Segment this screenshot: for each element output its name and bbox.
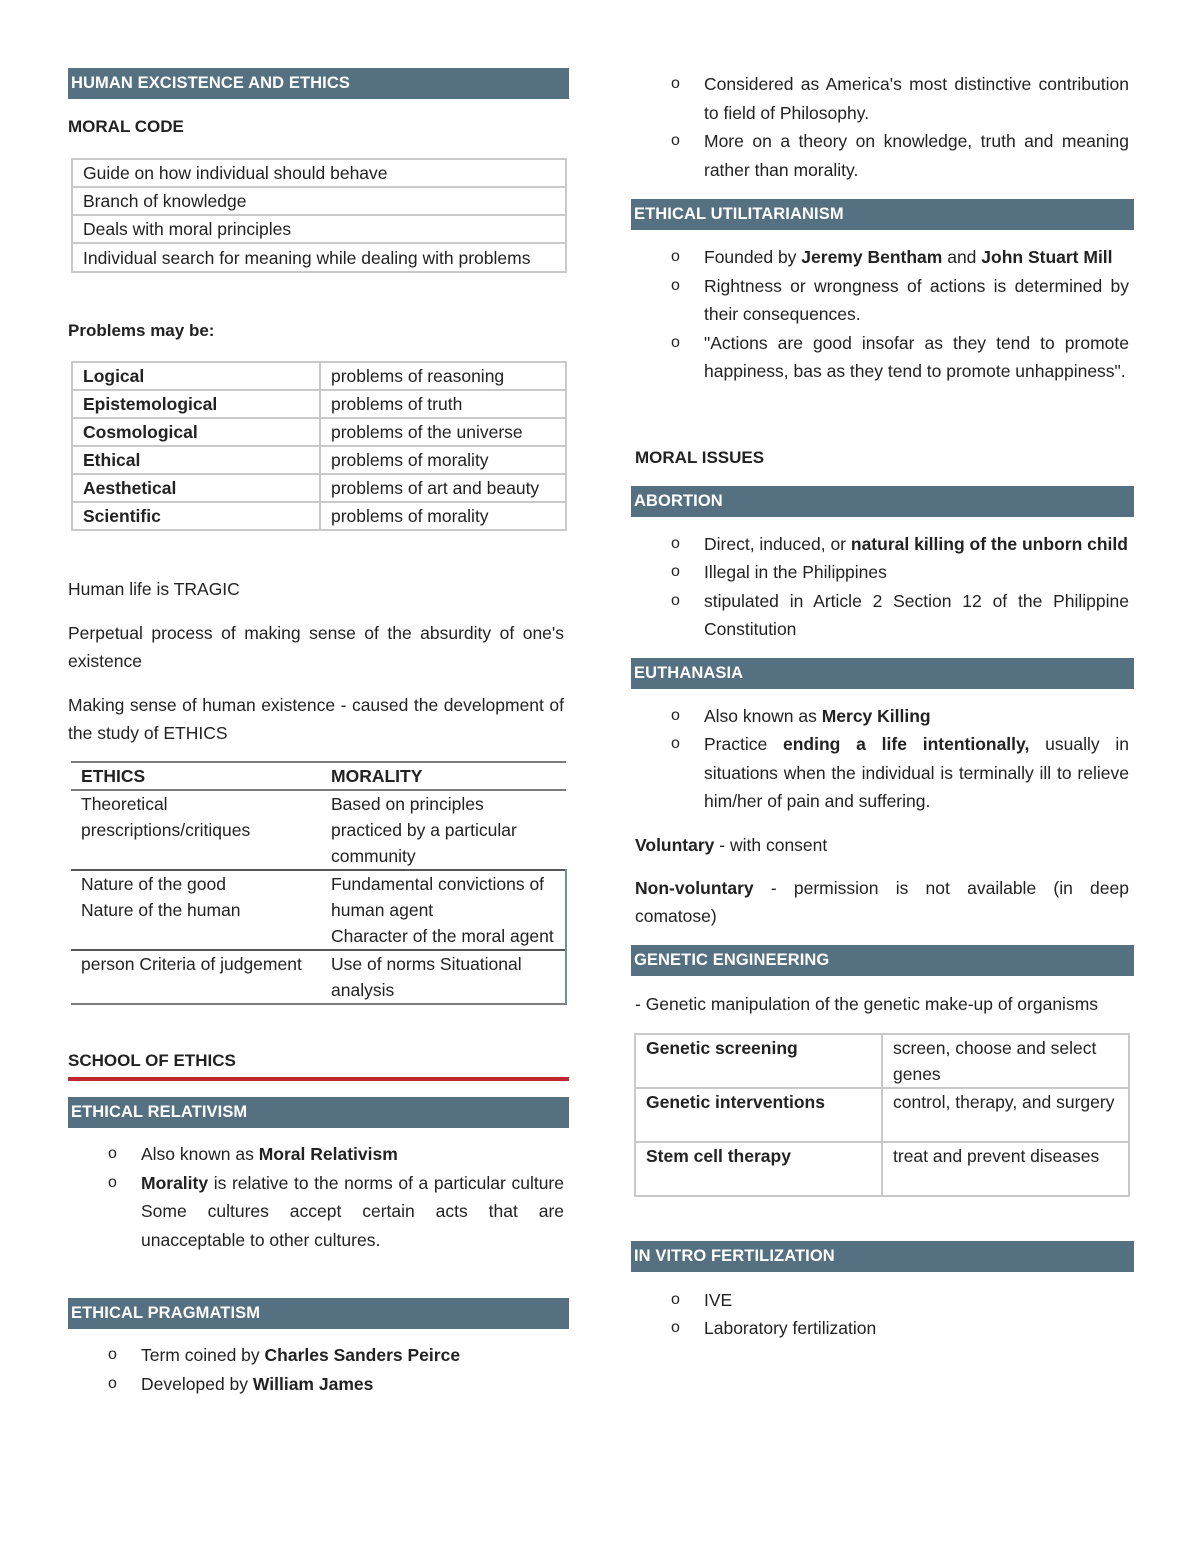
table-cell: Individual search for meaning while dealing with problems — [72, 243, 566, 272]
problem-type: Logical — [72, 362, 320, 390]
problem-desc: problems of morality — [320, 502, 566, 530]
list-item: o Also known as Mercy Killing — [631, 702, 1129, 731]
table-cell: Theoretical prescriptions/critiques — [81, 794, 251, 840]
table-row — [71, 950, 566, 1004]
cell-line: Character of the moral agent — [331, 926, 554, 946]
ivf-list — [631, 1286, 1129, 1343]
section-header-relativism: ETHICAL RELATIVISM — [68, 1097, 569, 1128]
genetic-table — [634, 1033, 1130, 1197]
genetic-desc: control, therapy, and surgery — [882, 1088, 1129, 1142]
moral-issues-heading: MORAL ISSUES — [635, 447, 765, 467]
table-row — [635, 1034, 1129, 1088]
problem-desc: problems of reasoning — [320, 362, 566, 390]
list-item: o Also known as Moral Relativism — [68, 1140, 564, 1169]
table-cell — [71, 870, 321, 950]
table-cell: Guide on how individual should behave — [72, 159, 566, 187]
section-header-abortion: ABORTION — [631, 486, 1134, 517]
table-row — [72, 243, 566, 272]
table-cell: Deals with moral principles — [72, 215, 566, 243]
table-row — [72, 502, 566, 530]
column-header-morality: MORALITY — [331, 766, 423, 786]
list-item: o "Actions are good insofar as they tend to promote happiness, bas as they tend to promote unhappiness". — [631, 329, 1129, 386]
list-item: o Illegal in the Philippines — [631, 558, 1129, 587]
list-item: o stipulated in Article 2 Section 12 of the Philippine Constitution — [631, 587, 1129, 644]
list-item: o Direct, induced, or natural killing of the unborn child — [631, 530, 1129, 559]
problem-desc: problems of morality — [320, 446, 566, 474]
table-header-row — [71, 762, 566, 790]
list-item: o Rightness or wrongness of actions is determined by their consequences. — [631, 272, 1129, 329]
list-item: o IVE — [631, 1286, 1129, 1315]
table-cell: Based on principles practiced by a particular community — [331, 794, 517, 866]
table-row — [72, 474, 566, 502]
table-row — [72, 362, 566, 390]
table-row — [635, 1142, 1129, 1196]
pragmatism-list — [68, 1341, 564, 1398]
table-cell: Branch of knowledge — [72, 187, 566, 215]
problem-desc: problems of art and beauty — [320, 474, 566, 502]
moral-code-table — [71, 158, 567, 273]
problem-type: Epistemological — [72, 390, 320, 418]
table-row — [72, 215, 566, 243]
list-item: o Morality is relative to the norms of a particular culture Some cultures accept certain acts that are unacceptable to other cultures. — [68, 1169, 564, 1255]
problems-table — [71, 361, 567, 531]
voluntary-definition: Voluntary - with consent — [635, 834, 828, 855]
nonvoluntary-definition: Non-voluntary - permission is not available (in deep comatose) — [635, 877, 1129, 926]
red-divider — [68, 1077, 569, 1081]
problem-desc: problems of truth — [320, 390, 566, 418]
genetic-desc: treat and prevent diseases — [882, 1142, 1129, 1196]
problem-desc: problems of the universe — [320, 418, 566, 446]
problem-type: Cosmological — [72, 418, 320, 446]
problems-heading: Problems may be: — [68, 321, 215, 340]
euthanasia-list — [631, 702, 1129, 816]
ethics-morality-table — [71, 761, 567, 1005]
problem-type: Ethical — [72, 446, 320, 474]
cell-line: Nature of the human — [81, 900, 241, 920]
right-column — [631, 68, 1134, 1343]
moral-code-heading: MORAL CODE — [68, 117, 184, 136]
list-item: o More on a theory on knowledge, truth and meaning rather than morality. — [631, 127, 1129, 184]
pragmatism-continued-list — [631, 70, 1129, 184]
list-item: o Developed by William James — [68, 1370, 564, 1399]
problem-type: Scientific — [72, 502, 320, 530]
genetic-type: Genetic screening — [635, 1034, 882, 1088]
paragraph-perpetual: Perpetual process of making sense of the absurdity of one's existence — [68, 623, 564, 671]
section-header-ivf: IN VITRO FERTILIZATION — [631, 1241, 1134, 1272]
utilitarianism-list — [631, 243, 1129, 386]
table-row — [71, 870, 566, 950]
table-row — [72, 418, 566, 446]
table-row — [72, 159, 566, 187]
genetic-intro: - Genetic manipulation of the genetic make-up of organisms — [635, 993, 1099, 1014]
list-item: o Founded by Jeremy Bentham and John Stuart Mill — [631, 243, 1129, 272]
genetic-type: Genetic interventions — [635, 1088, 882, 1142]
paragraph-tragic: Human life is TRAGIC — [68, 579, 240, 599]
section-header-human-existence: HUMAN EXCISTENCE AND ETHICS — [68, 68, 569, 99]
section-header-utilitarianism: ETHICAL UTILITARIANISM — [631, 199, 1134, 230]
table-row — [72, 446, 566, 474]
list-item: o Practice ending a life intentionally, usually in situations when the individual is terminally ill to relieve him/her of pain and suffering. — [631, 730, 1129, 816]
table-cell: Use of norms Situational analysis — [321, 950, 566, 1004]
school-of-ethics-heading: SCHOOL OF ETHICS — [68, 1051, 236, 1070]
section-header-euthanasia: EUTHANASIA — [631, 658, 1134, 689]
table-cell — [321, 870, 566, 950]
abortion-list — [631, 530, 1129, 644]
problem-type: Aesthetical — [72, 474, 320, 502]
relativism-list — [68, 1140, 564, 1254]
left-column — [68, 68, 569, 1398]
cell-line: Nature of the good — [81, 874, 226, 894]
cell-line: Fundamental convictions of human agent — [331, 874, 545, 920]
list-item: o Term coined by Charles Sanders Peirce — [68, 1341, 564, 1370]
table-cell: person Criteria of judgement — [81, 954, 302, 974]
table-row — [71, 790, 566, 870]
table-row — [72, 390, 566, 418]
table-row — [72, 187, 566, 215]
section-header-pragmatism: ETHICAL PRAGMATISM — [68, 1298, 569, 1329]
genetic-type: Stem cell therapy — [635, 1142, 882, 1196]
list-item: o Considered as America's most distinctive contribution to field of Philosophy. — [631, 70, 1129, 127]
table-row — [635, 1088, 1129, 1142]
section-header-genetic-engineering: GENETIC ENGINEERING — [631, 945, 1134, 976]
paragraph-making-sense: Making sense of human existence - caused the development of the study of ETHICS — [68, 695, 564, 743]
genetic-desc: screen, choose and select genes — [882, 1034, 1129, 1088]
column-header-ethics: ETHICS — [81, 766, 146, 786]
list-item: o Laboratory fertilization — [631, 1314, 1129, 1343]
